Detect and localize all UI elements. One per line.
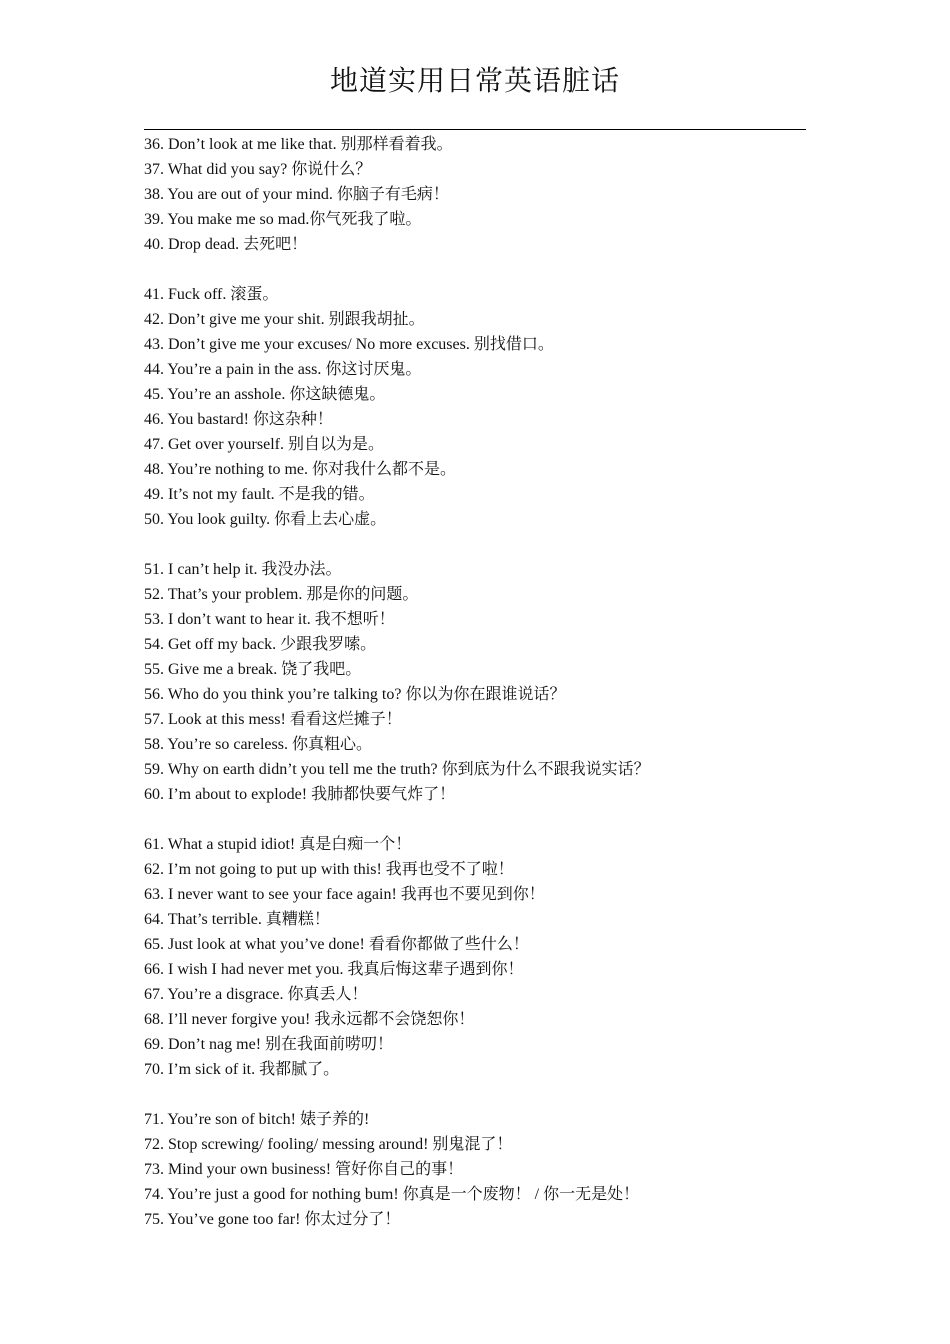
phrase-line: 48. You’re nothing to me. 你对我什么都不是。 (144, 461, 457, 478)
page-title: 地道实用日常英语脏话 (329, 66, 620, 97)
phrase-line: 67. You’re a disgrace. 你真丢人！ (144, 986, 368, 1003)
phrase-line: 75. You’ve gone too far! 你太过分了！ (144, 1211, 401, 1228)
phrase-line: 39. You make me so mad.你气死我了啦。 (144, 211, 422, 228)
phrase-group (144, 1107, 824, 1232)
phrase-line: 74. You’re just a good for nothing bum! 你真是一个废物！ / 你一无是处！ (144, 1186, 640, 1203)
phrase-group (144, 282, 824, 532)
phrase-line: 66. I wish I had never met you. 我真后悔这辈子遇到你！ (144, 961, 524, 978)
phrase-line: 43. Don’t give me your excuses/ No more excuses. 别找借口。 (144, 336, 554, 353)
phrase-line: 63. I never want to see your face again! 我再也不要见到你！ (144, 886, 545, 903)
phrase-line: 51. I can’t help it. 我没办法。 (144, 561, 342, 578)
phrase-group (144, 132, 824, 257)
phrase-line: 65. Just look at what you’ve done! 看看你都做了些什么！ (144, 936, 529, 953)
phrase-line: 44. You’re a pain in the ass. 你这讨厌鬼。 (144, 361, 422, 378)
phrase-line: 68. I’ll never forgive you! 我永远都不会饶恕你！ (144, 1011, 475, 1028)
phrase-line: 45. You’re an asshole. 你这缺德鬼。 (144, 386, 386, 403)
phrase-group (144, 557, 824, 807)
phrase-line: 41. Fuck off. 滚蛋。 (144, 286, 279, 303)
phrase-line: 42. Don’t give me your shit. 别跟我胡扯。 (144, 311, 425, 328)
page-header (0, 62, 950, 102)
phrase-line: 62. I’m not going to put up with this! 我再也受不了啦！ (144, 861, 514, 878)
phrase-line: 49. It’s not my fault. 不是我的错。 (144, 486, 375, 503)
phrase-line: 50. You look guilty. 你看上去心虚。 (144, 511, 387, 528)
phrase-line: 46. You bastard! 你这杂种！ (144, 411, 333, 428)
phrase-line: 58. You’re so careless. 你真粗心。 (144, 736, 372, 753)
phrase-line: 40. Drop dead. 去死吧！ (144, 236, 308, 253)
phrase-line: 54. Get off my back. 少跟我罗嗦。 (144, 636, 377, 653)
phrase-line: 59. Why on earth didn’t you tell me the truth? 你到底为什么不跟我说实话？ (144, 761, 650, 778)
phrase-line: 72. Stop screwing/ fooling/ messing around! 别鬼混了！ (144, 1136, 513, 1153)
phrase-line: 37. What did you say? 你说什么？ (144, 161, 372, 178)
phrase-line: 69. Don’t nag me! 别在我面前唠叨！ (144, 1036, 394, 1053)
phrase-group (144, 832, 824, 1082)
phrase-line: 60. I’m about to explode! 我肺都快要气炸了！ (144, 786, 456, 803)
phrase-list (144, 132, 824, 1257)
phrase-line: 57. Look at this mess! 看看这烂摊子！ (144, 711, 402, 728)
phrase-line: 53. I don’t want to hear it. 我不想听！ (144, 611, 395, 628)
phrase-line: 70. I’m sick of it. 我都腻了。 (144, 1061, 340, 1078)
phrase-line: 64. That’s terrible. 真糟糕！ (144, 911, 330, 928)
phrase-line: 38. You are out of your mind. 你脑子有毛病！ (144, 186, 449, 203)
phrase-line: 56. Who do you think you’re talking to? 你以为你在跟谁说话？ (144, 686, 566, 703)
phrase-line: 36. Don’t look at me like that. 别那样看着我。 (144, 136, 453, 153)
phrase-line: 61. What a stupid idiot! 真是白痴一个！ (144, 836, 412, 853)
phrase-line: 52. That’s your problem. 那是你的问题。 (144, 586, 419, 603)
title-divider (144, 129, 806, 130)
phrase-line: 47. Get over yourself. 别自以为是。 (144, 436, 384, 453)
phrase-line: 71. You’re son of bitch! 婊子养的! (144, 1111, 370, 1128)
phrase-line: 55. Give me a break. 饶了我吧。 (144, 661, 362, 678)
phrase-line: 73. Mind your own business! 管好你自己的事！ (144, 1161, 464, 1178)
